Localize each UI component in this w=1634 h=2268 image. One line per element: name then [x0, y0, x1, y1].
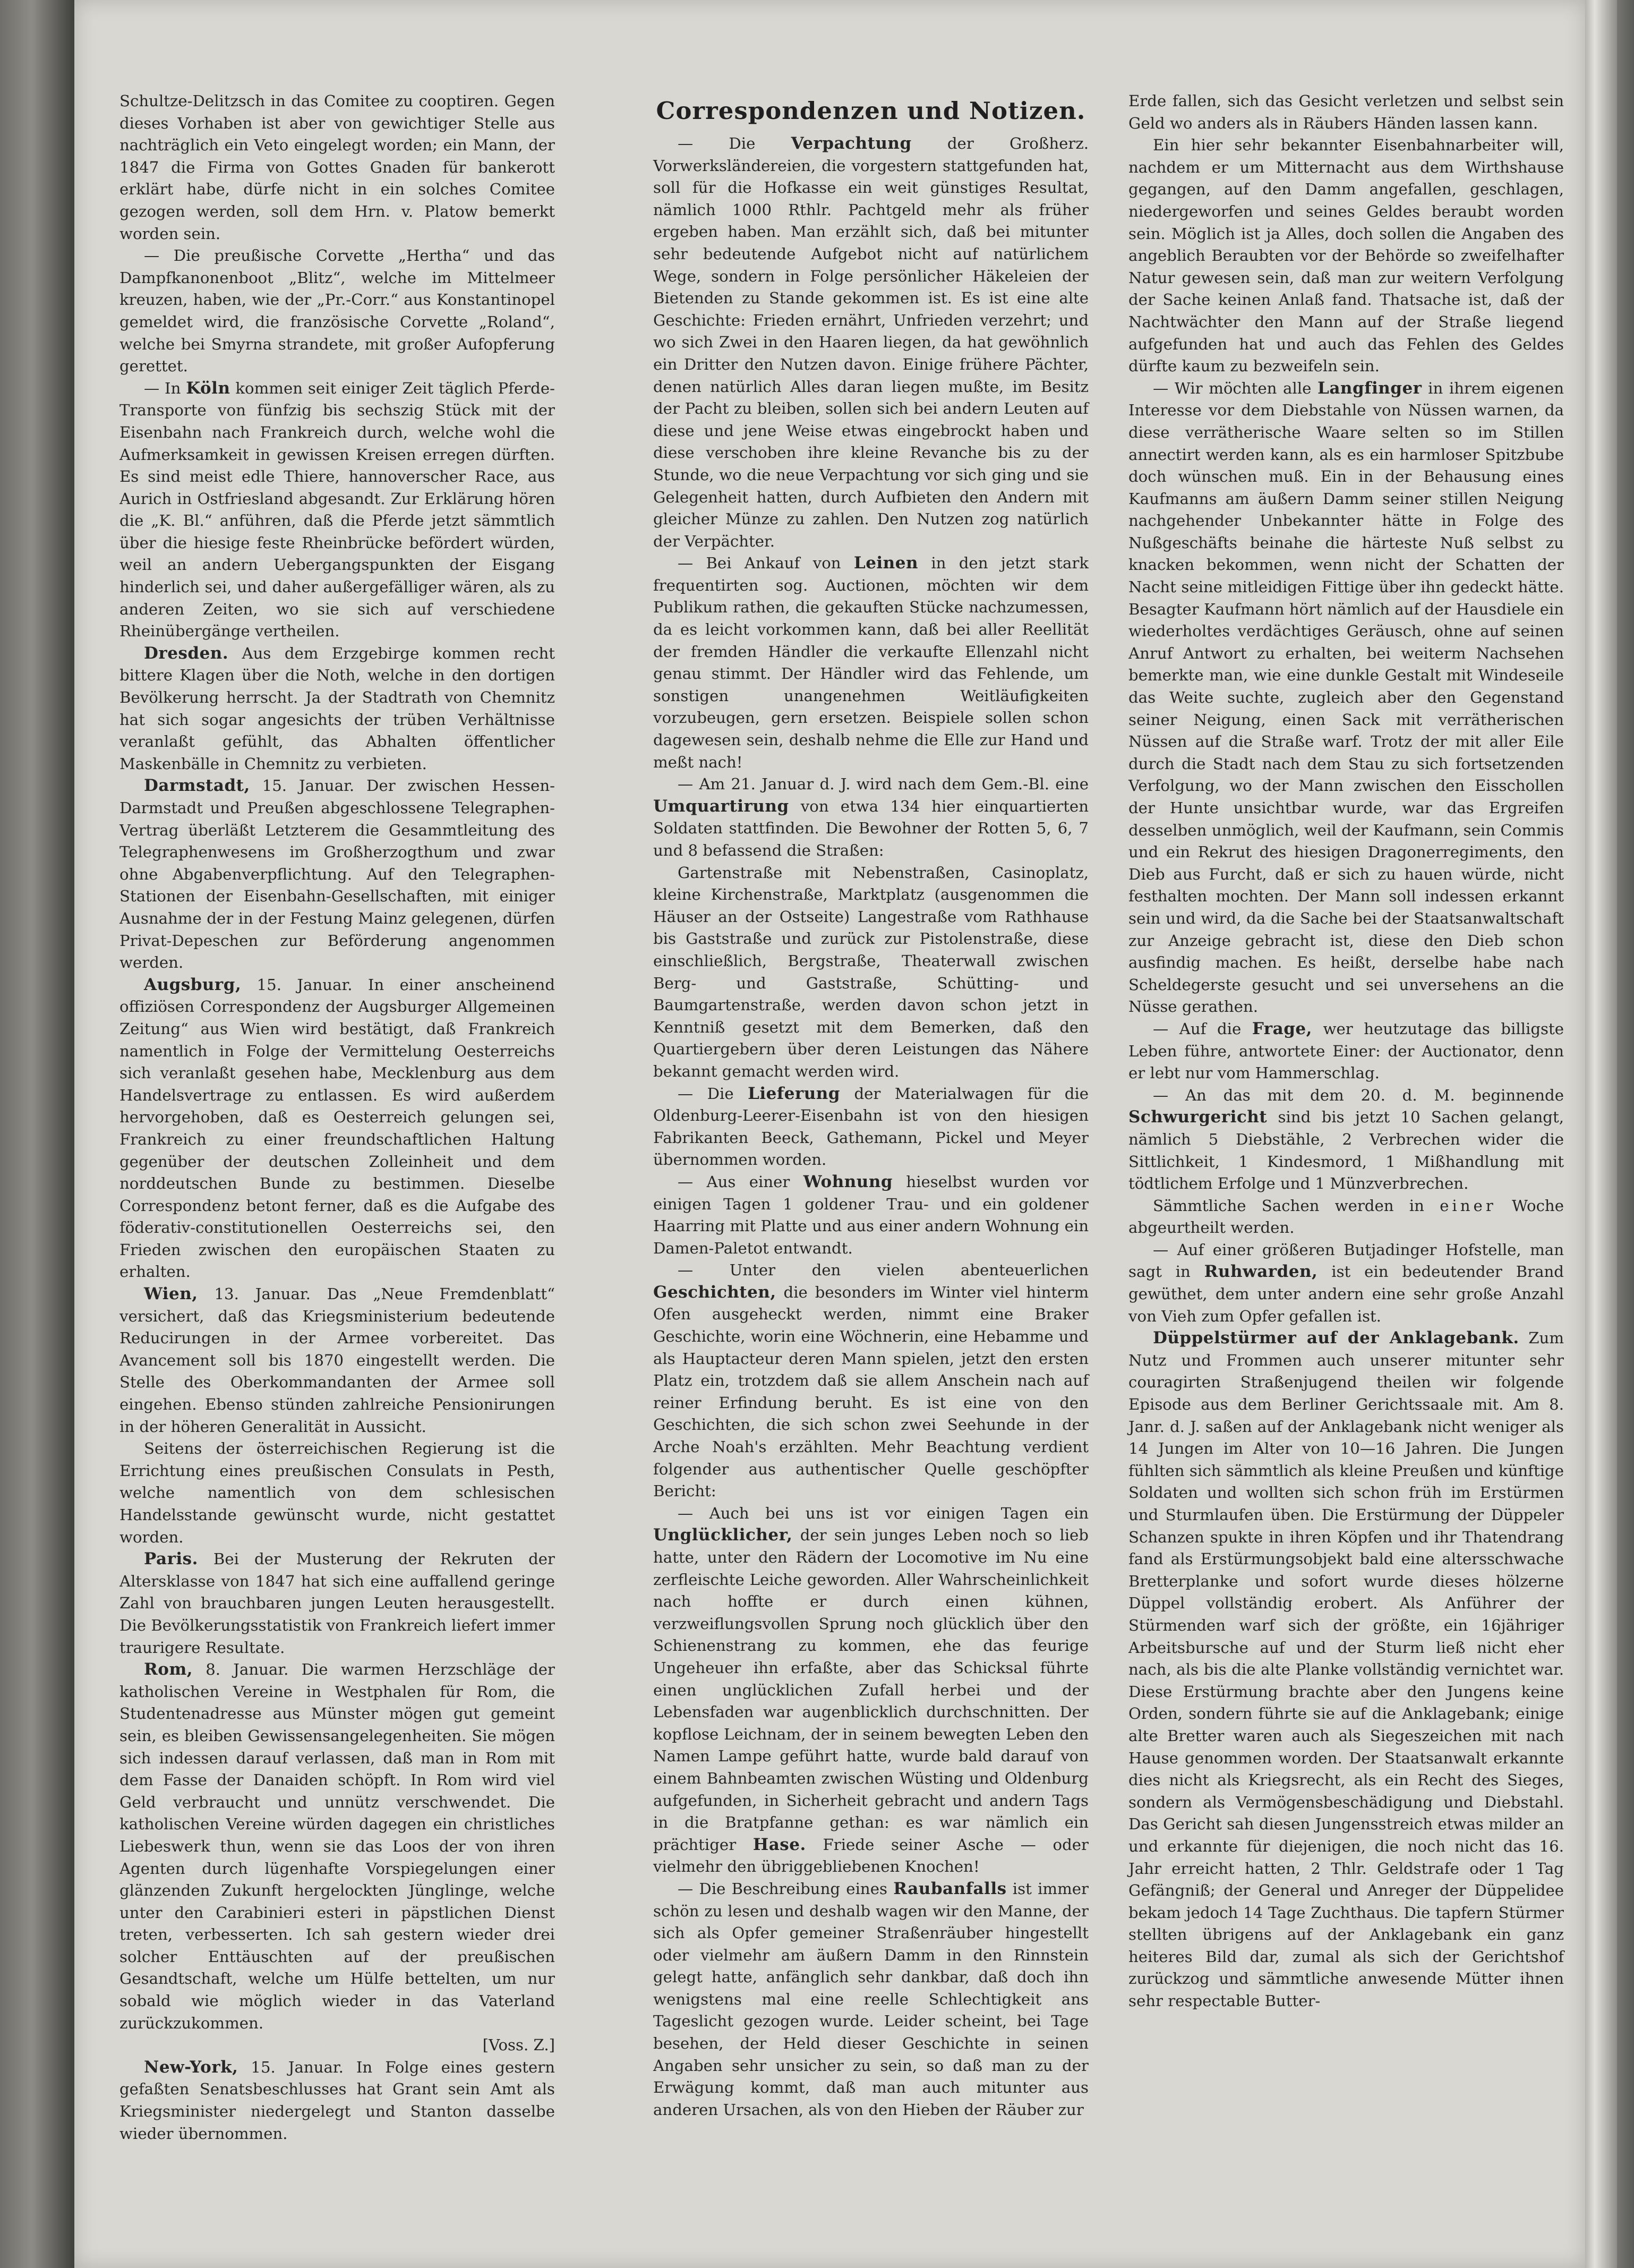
dateline-darmstadt: Darmstadt,	[144, 776, 250, 796]
article-umquartirung: — Am 21. Januar d. J. wird nach dem Gem.-Bl. eine Umquartirung von etwa 134 hier einquartierten Soldaten stattfinden. Die Bewohner der Rotten 5, 6, 7 und 8 befassend die Straßen:	[653, 775, 1089, 859]
article-corvette: — Die preußische Corvette „Hertha“ und das Dampfkanonenboot „Blitz“, welche im Mittelmeer kreuzen, haben, wie der „Pr.-Corr.“ aus Konstantinopel gemeldet wird, die französische Corvette „Roland“, welche bei Smyrna strandete, mit großer Aufopferung gerettet.	[119, 246, 555, 376]
article-leinen: — Bei Ankauf von Leinen in den jetzt stark frequentirten sog. Auctionen, möchten wir dem Publikum rathen, die gekauften Stücke nachzumessen, da es leicht vorkommen kann, daß bei aller Reellität der fremden Händler die verkaufte Ellenzahl nicht genau stimmt. Der Händler wird das Fehlende, um sonstigen unangenehmen Weitläufigkeiten vorzubeugen, gern ersetzen. Beispiele sollen schon dagewesen sein, deshalb nehme die Elle zur Hand und meßt nach!	[653, 553, 1089, 771]
article-ungluecklicher: — Auch bei uns ist vor einigen Tagen ein Unglücklicher, der sein junges Leben noch so lieb hatte, unter den Rädern der Locomotive im Nu eine zerfleischte Leiche geworden. Aller Wahrscheinlichkeit nach hoffte er durch einen kühnen, verzweiflungsvollen Sprung noch glücklich über den Schienenstrang zu kommen, ehe das feurige Ungeheuer ihn erfaßte, aber das Schicksal führte einen unglücklichen Zufall herbei und der Lebensfaden war augenblicklich durchschnitten. Der kopflose Leichnam, der in seinem bewegten Leben den Namen Lampe geführt hatte, wurde bald darauf von einem Bahnbeamten zwischen Wüsting und Oldenburg aufgefunden, in Sicherheit gebracht und andern Tags in die Bratpfanne gethan: es war nämlich ein prächtiger Hase. Friede seiner Asche — oder vielmehr den übriggebliebenen Knochen!	[653, 1504, 1089, 1876]
article-lieferung: — Die Lieferung der Materialwagen für die Oldenburg-Leerer-Eisenbahn ist von den hiesigen Fabrikanten Beeck, Gathemann, Pickel und Meyer übernommen worden.	[653, 1084, 1089, 1169]
article-woche: Sämmtliche Sachen werden in einer Woche abgeurtheilt werden.	[1128, 1196, 1564, 1237]
article-raubanfall-cont: Erde fallen, sich das Gesicht verletzen und selbst sein Geld wo anders als in Räubers Händen lassen kann.	[1128, 92, 1564, 132]
dateline-dresden: Dresden.	[144, 643, 229, 663]
article-frage: — Auf die Frage, wer heutzutage das billigste Leben führe, antwortete Einer: der Auctionator, denn er lebt nur vom Hammerschlag.	[1128, 1019, 1564, 1082]
article-verpachtung: — Die Verpachtung der Großherz. Vorwerksländereien, die vorgestern stattgefunden hat, soll für die Hofkasse ein weit günstiges Resultat, nämlich 1000 Rthlr. Pachtgeld mehr als früher ergeben haben. Man erzählt sich, daß bei mitunter sehr bedeutende Aufgebot nicht auf natürlichem Wege, sondern in Folge persönlicher Häkeleien der Bietenden zu Stande gekommen ist. Es ist eine alte Geschichte: Frieden ernährt, Unfrieden verzehrt; und wo sich Zwei in den Haaren liegen, da hat gewöhnlich ein Dritter den Nutzen davon. Einige frühere Pächter, denen natürlich Alles daran liegen mußte, im Besitz der Pacht zu bleiben, sollen sich bei andern Leuten auf diese und jene Weise etwas eingebrockt haben und diese verschoben ihre kleine Revanche bis zu der Stunde, wo die neue Verpachtung vor sich ging und sie Gelegenheit hatten, durch Aufbieten den Andern mit gleicher Münze zu zahlen. Den Nutzen zog natürlich der Verpächter.	[653, 134, 1089, 550]
article-ruhwarden: — Auf einer größeren Butjadinger Hofstelle, man sagt in Ruhwarden, ist ein bedeutender Brand gewüthet, dem unter andern eine sehr große Anzahl von Vieh zum Opfer gefallen ist.	[1128, 1240, 1564, 1325]
article-rom: Rom, 8. Januar. Die warmen Herzschläge der katholischen Vereine in Westphalen für Rom, die Studentenadresse aus Münster mögen gut gemeint sein, es bleiben Gewissensangelegenheiten. Sie mögen sich indessen darauf verlassen, daß man in Rom mit dem Fasse der Danaiden schöpft. In Rom wird viel Geld verbraucht und unnütz verschwendet. Die katholischen Vereine würden dagegen ein christliches Liebeswerk thun, wenn sie das Loos der von ihren Agenten durch lügenhafte Vorspiegelungen einer glänzenden Zukunft hergelockten Jünglinge, welche unter den Carabinieri esteri in päpstlichen Dienst treten, verbesserten. Ich sah gestern wieder drei solcher Enttäuschten auf der preußischen Gesandtschaft, welche um Hülfe bettelten, um nur sobald wie möglich wieder in das Vaterland zurückzukommen. [Voss. Z.]	[119, 1659, 555, 2057]
column-right	[1128, 90, 1564, 2013]
article-augsburg: Augsburg, 15. Januar. In einer anscheinend offiziösen Correspondenz der Augsburger Allgemeinen Zeitung“ aus Wien wird bestätigt, daß Frankreich namentlich in Folge der Vermittelung Oesterreichs sich veranlaßt gesehen habe, Mecklenburg aus dem Handelsvertrage zu entlassen. Es wird außerdem hervorgehoben, daß es Oesterreich gelungen sei, Frankreich zu einer freundschaftlichen Haltung gegenüber der deutschen Zolleinheit und dem norddeutschen Bunde zu bestimmen. Dieselbe Correspondenz betont ferner, daß es die Aufgabe des föderativ-constitutionellen Oesterreichs sei, den Frieden zwischen den europäischen Staaten zu erhalten.	[119, 975, 555, 1281]
article-pesth-consulate: Seitens der österreichischen Regierung ist die Errichtung eines preußischen Consulats in Pesth, welche namentlich von dem schlesischen Handelsstande gewünscht wurde, nicht gestattet worden.	[119, 1439, 555, 1546]
page-edge	[1585, 0, 1617, 2268]
street-list: Gartenstraße mit Nebenstraßen, Casinoplatz, kleine Kirchenstraße, Marktplatz (ausgenommen die Häuser an der Ostseite) Langestraße vom Rathhause bis Gaststraße und zurück zur Pistolenstraße, diese einschließlich, Bergstraße, Theaterwall zwischen Berg- und Gaststraße, Schütting- und Baumgartenstraße, werden davon schon jetzt in Kenntniß gesetzt mit dem Bemerken, daß den Quartiergebern über deren Leistungen das Nähere bekannt gemacht werden wird.	[653, 863, 1089, 1080]
article-wien: Wien, 13. Januar. Das „Neue Fremdenblatt“ versichert, daß das Kriegsministerium bedeutende Reducirungen in der Armee vorbereitet. Das Avancement soll bis 1870 eingestellt werden. Die Stelle des Oberkommandanten der Armee soll eingehen. Ebenso stünden zahlreiche Pensionirungen in der höheren Generalität in Aussicht.	[119, 1284, 555, 1436]
article-wohnung: — Aus einer Wohnung hieselbst wurden vor einigen Tagen 1 goldener Trau- und ein goldener Haarring mit Platte und aus einer andern Wohnung ein Damen-Paletot entwandt.	[653, 1172, 1089, 1257]
article-dresden: Dresden. Aus dem Erzgebirge kommen recht bittere Klagen über die Noth, welche in den dortigen Bevölkerung herrscht. Ja der Stadtrath von Chemnitz hat sich sogar angesichts der trüben Verhältnisse veranlaßt gefühlt, das Abhalten öffentlicher Maskenbälle in Chemnitz zu verbieten.	[119, 643, 555, 773]
article-comitee: Schultze-Delitzsch in das Comitee zu cooptiren. Gegen dieses Vorhaben ist aber von gewichtiger Stelle aus nachträglich ein Veto eingelegt worden; ein Mann, der 1847 die Firma von Gottes Gnaden für bankerott erklärt habe, dürfe nicht in ein solches Comitee gezogen werden, soll dem Hrn. v. Platow bemerkt worden sein.	[119, 92, 555, 243]
dateline-paris: Paris.	[144, 1549, 198, 1569]
article-duppelstuermer: Düppelstürmer auf der Anklagebank. Zum Nutz und Frommen auch unserer mitunter sehr couragirten Straßenjugend theilen wir folgende Episode aus dem Berliner Gerichtssaale mit. Am 8. Janr. d. J. saßen auf der Anklagebank nicht weniger als 14 Jungen im Alter von 10—16 Jahren. Die Jungen fühlten sich sämmtlich als kleine Preußen und künftige Soldaten und wollten sich schon früh im Erstürmen und Sturmlaufen üben. Die Erstürmung der Düppeler Schanzen spukte in ihren Köpfen und ihr Thatendrang fand als Erstürmungsobjekt bald eine altersschwache Bretterplanke und sofort wurde dieses hölzerne Düppel vollständig erobert. Als Anführer der Stürmenden warf sich der größte, ein 16jähriger Arbeitsbursche auf und der Sturm ließ nicht eher nach, als bis die alte Planke vollständig vernichtet war. Diese Erstürmung brachte aber den Jungens keine Orden, sondern führte sie auf die Anklagebank; einige alte Bretter waren auch als Siegeszeichen mit nach Hause genommen worden. Der Staatsanwalt erkannte dies nicht als Kriegsrecht, als ein Recht des Sieges, sondern als Vermögensbeschädigung und Diebstahl. Das Gericht sah diesen Jungensstreich etwas milder an und erkannte für diejenigen, die noch nicht das 16. Jahr erreicht hatten, 2 Thlr. Geldstrafe oder 1 Tag Gefängniß; der General und Anreger der Düppelidee bekam jedoch 14 Tage Zuchthaus. Die tapfern Stürmer stellten übrigens auf der Anklagebank ein ganz heiteres Bild dar, zumal als sich der Gerichtshof zurückzog und sämmtliche anwesende Mütter ihnen sehr respectable Butter-	[1128, 1328, 1564, 2010]
dateline-koeln: Köln	[186, 378, 230, 398]
article-schwurgericht: — An das mit dem 20. d. M. beginnende Schwurgericht sind bis jetzt 10 Sachen gelangt, nämlich 5 Diebstähle, 2 Verbrechen wider die Sittlichkeit, 1 Kindesmord, 1 Mißhandlung mit tödtlichem Erfolge und 1 Münzverbrechen.	[1128, 1086, 1564, 1193]
dateline-augsburg: Augsburg,	[144, 975, 242, 994]
dateline-wien: Wien,	[144, 1284, 198, 1304]
article-langfinger: — Wir möchten alle Langfinger in ihrem eigenen Interesse vor dem Diebstahle von Nüssen warnen, da diese verrätherische Waare selten so im Stillen annectirt werden kann, als es ein harmloser Spitzbube doch wünschen muß. Ein in der Behausung eines Kaufmanns am äußern Damm seiner stillen Neigung nachgehender Unbekannter hätte in Folge des Nußgeschäfts beinahe die härteste Nuß selbst zu knacken bekommen, wenn nicht der Schatten der Nacht seine mitleidigen Fittige über ihn gedeckt hätte. Besagter Kaufmann hört nämlich auf der Hausdiele ein wiederholtes verdächtiges Geräusch, ohne auf seinen Anruf Antwort zu erhalten, bei weiterm Nachsehen bemerkte man, wie eine dunkle Gestalt mit Windeseile das Weite suchte, zugleich aber den Gegenstand seiner Neigung, einen Sack mit verrätherischen Nüssen auf die Straße warf. Trotz der mit aller Eile durch die Stadt nach dem Stau zu sich fortsetzenden Verfolgung, wo der Mann zwischen den Eisschollen der Hunte unsichtbar wurde, war das Ergreifen desselben unmöglich, weil der Kaufmann, sein Commis und ein Rekrut des hiesigen Dragonerregiments, den Dieb aus Furcht, daß er sich zu hauen würde, nicht festhalten mochten. Der Mann soll indessen erkannt sein und wird, da die Sache bei der Staatsanwaltschaft zur Anzeige gebracht ist, diese den Dieb schon ausfindig machen. Es heißt, derselbe habe nach Scheldegerste gesucht und sei unversehens an die Nüsse gerathen.	[1128, 378, 1564, 1016]
article-eisenbahnarbeiter: Ein hier sehr bekannter Eisenbahnarbeiter will, nachdem er um Mitternacht aus dem Wirthshause gegangen, auf den Damm angefallen, geschlagen, niedergeworfen und seines Geldes beraubt worden sein. Möglich ist ja Alles, doch sollen die Angaben des angeblich Beraubten vor der Behörde so zweifelhafter Natur gewesen sein, daß man zur weitern Verfolgung der Sache keinen Anlaß fand. Thatsache ist, daß der Nachtwächter den Mann auf der Straße liegend aufgefunden hat und auch das Fehlen des Geldes dürfte kaum zu bezweifeln sein.	[1128, 136, 1564, 376]
section-title: Correspondenzen und Notizen.	[656, 97, 1086, 125]
dateline-rom: Rom,	[144, 1660, 193, 1679]
column-left	[119, 90, 555, 2145]
source-signature: [Voss. Z.]	[482, 2036, 555, 2054]
article-paris: Paris. Bei der Musterung der Rekruten der Altersklasse von 1847 hat sich eine auffallend geringe Zahl von brauchbaren jungen Leuten herausgestellt. Die Bevölkerungsstatistik von Frankreich liefert immer traurigere Resultate.	[119, 1549, 555, 1657]
dateline-new-york: New-York,	[144, 2057, 238, 2077]
column-middle	[653, 90, 1089, 2121]
article-darmstadt: Darmstadt, 15. Januar. Der zwischen Hessen-Darmstadt und Preußen abgeschlossene Telegraphen-Vertrag überläßt Letzterem die Gesammtleitung des Telegraphenwesens im Großherzogthum und zwar ohne Abgabenverpflichtung. Auf den Telegraphen-Stationen der Eisenbahn-Gesellschaften, mit einiger Ausnahme der in der Festung Mainz gelegenen, dürfen Privat-Depeschen zur Beförderung angenommen werden.	[119, 776, 555, 972]
article-koeln: — In Köln kommen seit einiger Zeit täglich Pferde-Transporte von fünfzig bis sechszig Stück mit der Eisenbahn nach Frankreich durch, welche wohl die Aufmerksamkeit in gewissen Kreisen erregen dürften. Es sind meist edle Thiere, hannoverscher Race, aus Aurich in Ostfriesland abgesandt. Zur Erklärung hören die „K. Bl.“ anführen, daß die Pferde jetzt sämmtlich über die hiesige feste Rheinbrücke befördert würden, weil an andern Uebergangspunkten der Eisgang hinderlich sei, und daher außergefälliger wären, als zu anderen Zeiten, wo sie sich auf verschiedene Rheinübergänge vertheilen.	[119, 378, 555, 641]
article-raubanfall: — Die Beschreibung eines Raubanfalls ist immer schön zu lesen und deshalb wagen wir den Manne, der sich als Opfer gemeiner Straßenräuber hingestellt oder vielmehr am äußern Damm in den Rinnstein gelegt hatte, anfänglich sehr dankbar, daß doch ihn wenigstens mal eine reelle Schlechtigkeit ans Tageslicht gezogen wurde. Leider scheint, bei Tage besehen, der Held dieser Geschichte in seinen Angaben sehr unsicher zu sein, so daß man zu der Erwägung kommt, daß man auch mitunter aus anderen Ursachen, als von den Hieben der Räuber zur	[653, 1879, 1089, 2119]
article-new-york: New-York, 15. Januar. In Folge eines gestern gefaßten Senatsbeschlusses hat Grant sein Amt als Kriegsminister niedergelegt und Stanton dasselbe wieder übernommen.	[119, 2057, 555, 2143]
article-geschichten: — Unter den vielen abenteuerlichen Geschichten, die besonders im Winter viel hinterm Ofen ausgeheckt werden, nimmt eine Braker Geschichte, worin eine Wöchnerin, eine Hebamme und als Hauptacteur deren Mann spielen, jetzt den ersten Platz ein, trotzdem daß sie allem Anschein nach auf reiner Erfindung beruht. Es ist eine von den Geschichten, die sich schon zwei Seehunde in der Arche Noah's erzählten. Mehr Beachtung verdient folgender aus authentischer Quelle geschöpfter Bericht:	[653, 1261, 1089, 1500]
